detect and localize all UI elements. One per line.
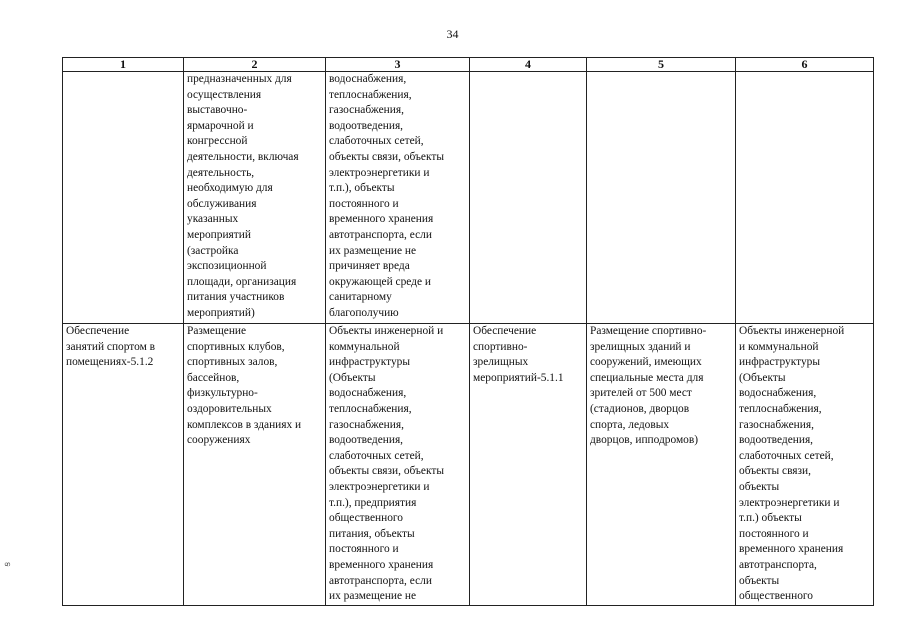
table-cell [736, 324, 874, 606]
cell-text: предназначенных для осуществления выставочно- ярмарочной и конгрессной деятельности, включая деятельность, необходимую для обслуживания указанных мероприятий (застройка экспозиционной площади, организация питания участников мероприятий) [187, 73, 299, 319]
table-cell [470, 324, 587, 606]
land-use-table [62, 57, 874, 606]
column-header-4: 4 [470, 58, 587, 72]
cell-text: водоснабжения, теплоснабжения, газоснабжения, водоотведения, слаботочных сетей, объекты связи, объекты электроэнергетики и т.п.), объекты постоянного и временного хранения автотранспорта, если их размещение не причиняет вреда окружающей среде и санитарному благополучию [329, 73, 444, 319]
margin-mark: Ꞩ [4, 562, 12, 567]
page-number: 34 [446, 27, 459, 41]
table-cell [326, 72, 470, 324]
cell-text: Размещение спортивно- зрелищных зданий и сооружений, имеющих специальные места для зрителей от 500 мест (стадионов, дворцов спорта, ледовых дворцов, ипподромов) [590, 325, 707, 447]
table-cell [326, 324, 470, 606]
table-row-sport-indoor [63, 324, 874, 606]
table-cell [587, 72, 736, 324]
table-cell [587, 324, 736, 606]
cell-text: Размещение спортивных клубов, спортивных залов, бассейнов, физкультурно- оздоровительных комплексов в зданиях и сооружениях [187, 325, 302, 447]
table-row-continued [63, 72, 874, 324]
table-cell [470, 72, 587, 324]
column-header-5: 5 [587, 58, 736, 72]
table-cell [736, 72, 874, 324]
column-header-1: 1 [63, 58, 184, 72]
column-header-2: 2 [184, 58, 326, 72]
column-header-3: 3 [326, 58, 470, 72]
table-cell [184, 324, 326, 606]
table-cell [63, 324, 184, 606]
header-row [63, 58, 874, 72]
column-header-6: 6 [736, 58, 874, 72]
cell-text: Объекты инженерной и коммунальной инфраструктуры (Объекты водоснабжения, теплоснабжения, газоснабжения, водоотведения, слаботочных сетей, объекты связи, объекты электроэнергетики и т.п.) объекты постоянного и временного хранения автотранспорта, объекты общественного [739, 325, 845, 603]
cell-text: Объекты инженерной и коммунальной инфраструктуры (Объекты водоснабжения, теплоснабжения, газоснабжения, водоотведения, слаботочных сетей, объекты связи, объекты электроэнергетики и т.п.), предприятия общественного питания, объекты постоянного и временного хранения автотранспорта, если их размещение не [329, 325, 444, 603]
table-cell [63, 72, 184, 324]
cell-text: Обеспечение спортивно- зрелищных мероприятий-5.1.1 [473, 325, 564, 384]
cell-text: Обеспечение занятий спортом в помещениях-5.1.2 [66, 325, 156, 369]
table-cell [184, 72, 326, 324]
